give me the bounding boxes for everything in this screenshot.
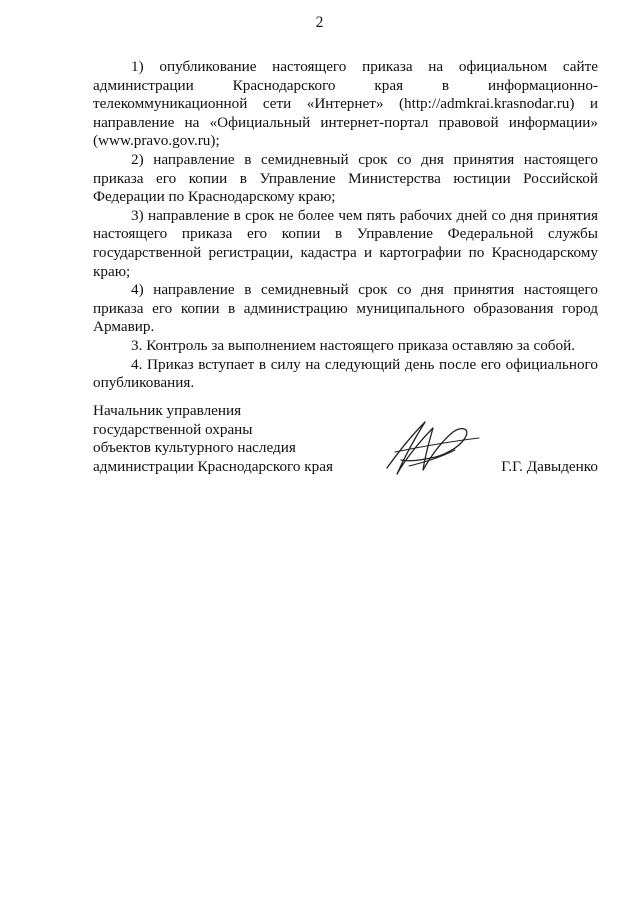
signatory-position-line: государственной охраны [93,420,253,438]
paragraph-ministry-of-justice: 2) направление в семидневный срок со дня принятия настоящего приказа его копии в Управление Министерства юстиции Российской Федерации по Краснодарскому краю; [93,150,598,206]
signatory-position-line: Начальник управления [93,402,242,419]
handwritten-signature [375,412,485,482]
signatory-position [93,402,373,476]
signatory-position-line: администрации Краснодарского края [93,457,333,475]
signature-block [93,402,598,482]
paragraph-rosreestr: 3) направление в срок не более чем пять рабочих дней со дня принятия настоящего приказа его копии в Управление Федеральной службы государственной регистрации, кадастра и картографии по Краснодарскому краю; [93,206,598,280]
paragraph-armavir-administration: 4) направление в семидневный срок со дня принятия настоящего приказа его копии в администрацию муниципального образования город Армавир. [93,281,598,336]
paragraph-control: 3. Контроль за выполнением настоящего приказа оставляю за собой. [131,336,576,354]
signatory-name: Г.Г. Давыденко [501,457,598,475]
signatory-position-line: объектов культурного наследия [93,439,296,457]
paragraph-publication: 1) опубликование настоящего приказа на официальном сайте администрации Краснодарского края в информационно-телекоммуникационной сети «Интернет» (http://admkrai.krasnodar.ru) и направление на «Официальный интернет-портал правовой информации» (www.pravo.gov.ru); [93,58,598,150]
paragraph-entry-into-force: 4. Приказ вступает в силу на следующий день после его официального опубликования. [93,355,598,392]
document-body [93,58,598,393]
page-number: 2 [315,14,324,31]
